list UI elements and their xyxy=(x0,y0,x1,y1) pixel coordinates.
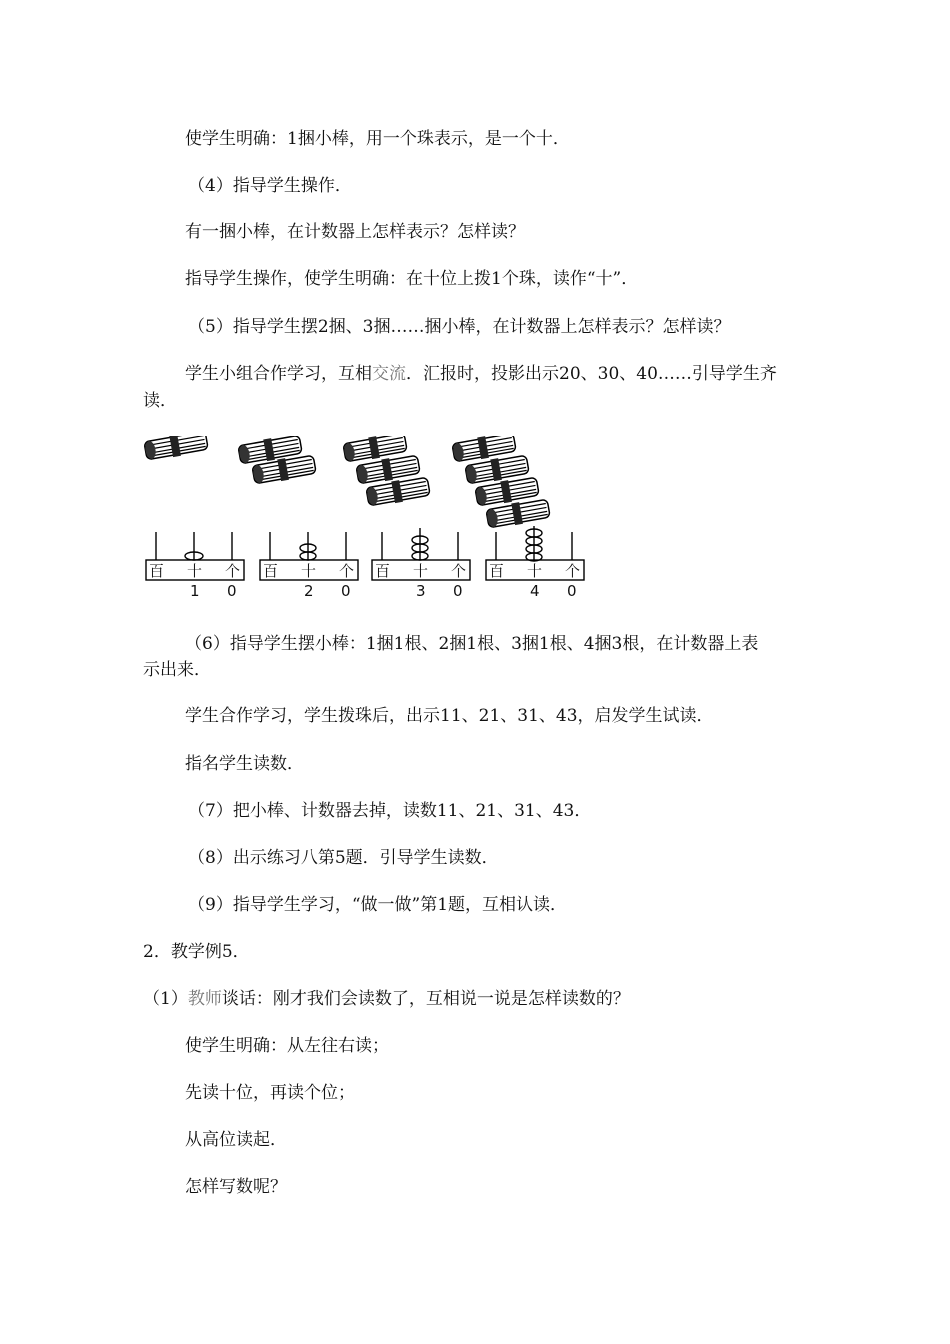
abacus-4-ones-digit: 0 xyxy=(567,582,577,600)
abacus-1-tens-label: 十 xyxy=(187,562,203,580)
jiaoliu-link[interactable]: 交流 xyxy=(372,364,406,384)
abacus-4-tens-label: 十 xyxy=(527,562,543,580)
abacus-3-ones-label: 个 xyxy=(451,562,467,580)
abacus-panel-3 xyxy=(372,528,470,600)
paragraph-14-text: 谈话：刚才我们会读数了，互相说一说是怎样读数的？ xyxy=(221,989,630,1009)
paragraph-4: 指导学生操作，使学生明确：在十位上拨1个珠，读作“十”． xyxy=(185,269,639,289)
stick-bundles-panel-3 xyxy=(343,436,431,508)
stick-bundles-panel-4 xyxy=(452,436,551,530)
abacus-1-hundreds-label: 百 xyxy=(149,562,165,580)
paragraph-6-line-1 xyxy=(185,361,777,387)
paragraph-9: 指名学生读数． xyxy=(185,754,304,774)
paragraph-step-5: （5）指导学生摆2捆、3捆……捆小棒，在计数器上怎样表示？怎样读？ xyxy=(188,317,731,337)
paragraph-18: 怎样写数呢？ xyxy=(185,1177,287,1197)
abacus-2-tens-digit: 2 xyxy=(304,582,314,600)
paragraph-6-line-2: 读． xyxy=(143,391,177,411)
abacus-4-hundreds-label: 百 xyxy=(489,562,505,580)
abacus-2-tens-label: 十 xyxy=(301,562,317,580)
abacus-1-ones-label: 个 xyxy=(225,562,241,580)
abacus-4-ones-label: 个 xyxy=(565,562,581,580)
paragraph-14-prefix: （1） xyxy=(143,989,188,1009)
paragraph-16: 先读十位，再读个位； xyxy=(185,1083,355,1103)
abacus-3-tens-label: 十 xyxy=(413,562,429,580)
paragraph-step-4: （4）指导学生操作． xyxy=(188,176,352,196)
abacus-2-ones-label: 个 xyxy=(339,562,355,580)
stick-bundles-panel-1 xyxy=(144,436,209,462)
paragraph-1: 使学生明确：1捆小棒，用一个珠表示，是一个十． xyxy=(185,129,570,149)
paragraph-3: 有一捆小棒，在计数器上怎样表示？怎样读？ xyxy=(185,222,525,242)
paragraph-8: 学生合作学习，学生拨珠后，出示11、21、31、43，启发学生试读． xyxy=(185,706,714,726)
paragraph-step-6-line-1: （6）指导学生摆小棒：1捆1根、2捆1根、3捆1根、4捆3根，在计数器上表 xyxy=(185,634,759,654)
jiaoshi-link[interactable]: 教师 xyxy=(187,989,222,1009)
paragraph-step-9: （9）指导学生学习，“做一做”第1题，互相认读． xyxy=(188,895,568,915)
abacus-4-tens-digit: 4 xyxy=(530,582,540,600)
paragraph-17: 从高位读起． xyxy=(185,1130,287,1150)
abacus-3-ones-digit: 0 xyxy=(453,582,463,600)
section-heading-2: 2．教学例5． xyxy=(143,942,250,962)
abacus-panel-4 xyxy=(486,526,584,600)
paragraph-15: 使学生明确：从左往右读； xyxy=(185,1036,389,1056)
abacus-3-hundreds-label: 百 xyxy=(375,562,391,580)
counting-sticks-abacus-figure xyxy=(140,436,600,606)
abacus-panel-2 xyxy=(260,532,358,600)
paragraph-14 xyxy=(143,986,630,1012)
abacus-1-ones-digit: 0 xyxy=(227,582,237,600)
paragraph-6-text-b: ．汇报时，投影出示20、30、40……引导学生齐 xyxy=(406,364,777,384)
paragraph-step-8: （8）出示练习八第5题．引导学生读数． xyxy=(188,848,499,868)
stick-bundles-panel-2 xyxy=(238,436,317,486)
paragraph-6-text-a: 学生小组合作学习，互相 xyxy=(185,364,372,384)
abacus-2-ones-digit: 0 xyxy=(341,582,351,600)
paragraph-step-7: （7）把小棒、计数器去掉，读数11、21、31、43． xyxy=(188,801,592,821)
abacus-3-tens-digit: 3 xyxy=(416,582,426,600)
abacus-panel-1 xyxy=(146,532,244,600)
paragraph-step-6-line-2: 示出来． xyxy=(143,660,211,680)
abacus-2-hundreds-label: 百 xyxy=(263,562,279,580)
abacus-1-tens-digit: 1 xyxy=(190,582,200,600)
